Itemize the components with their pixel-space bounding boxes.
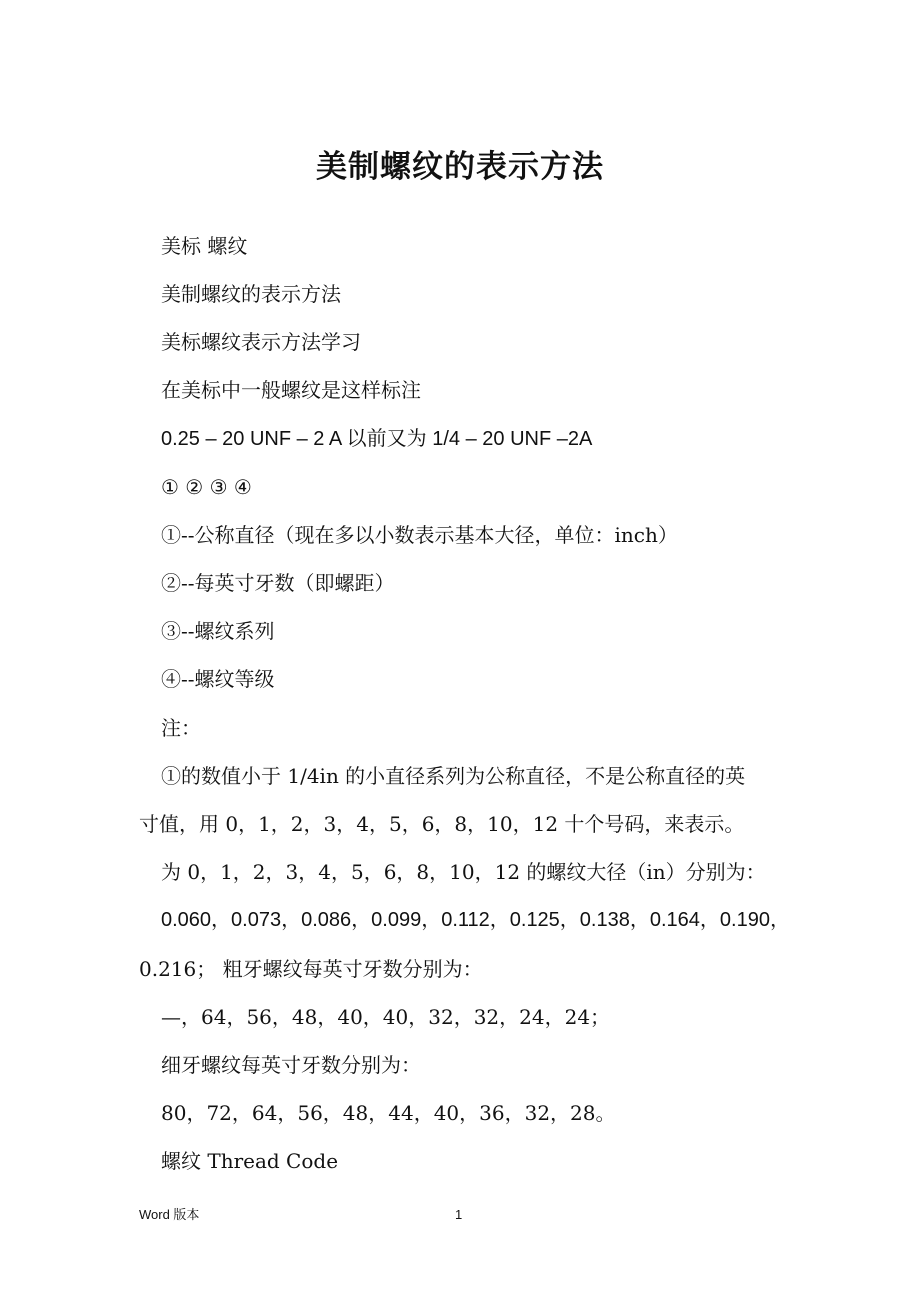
- footer-label: Word 版本: [139, 1207, 200, 1222]
- text-line: ①的数值小于 1/4in 的小直径系列为公称直径，不是公称直径的英: [161, 764, 746, 788]
- text-line: 0.216； 粗牙螺纹每英寸牙数分别为：: [139, 957, 483, 981]
- text-line: 美标 螺纹: [161, 234, 248, 258]
- circled-numbers-line: ① ② ③ ④: [161, 475, 252, 499]
- text-line: ①--公称直径（现在多以小数表示基本大径，单位：inch）: [161, 523, 678, 547]
- document-title: 美制螺纹的表示方法: [316, 149, 604, 185]
- text-line: 在美标中一般螺纹是这样标注: [161, 378, 421, 402]
- text-line: 80，72，64，56，48，44，40，36，32，28。: [161, 1101, 616, 1125]
- text-line: 细牙螺纹每英寸牙数分别为：: [161, 1053, 421, 1077]
- text-line: 美制螺纹的表示方法: [161, 282, 341, 306]
- text-line: ②--每英寸牙数（即螺距）: [161, 571, 395, 595]
- text-line: 寸值，用 0，1，2，3，4，5，6，8，10，12 十个号码，来表示。: [139, 812, 745, 836]
- text-line: 0.060，0.073，0.086，0.099，0.112，0.125，0.138，0.164，0.190，: [161, 909, 790, 931]
- page-number: 1: [455, 1207, 463, 1222]
- text-line: ④--螺纹等级: [161, 667, 275, 691]
- text-line: 为 0，1，2，3，4，5，6，8，10，12 的螺纹大径（in）分别为：: [161, 860, 766, 884]
- text-line: 美标螺纹表示方法学习: [161, 330, 361, 354]
- text-line: —，64，56，48，40，40，32，32，24，24；: [161, 1005, 611, 1029]
- text-line: 注：: [161, 716, 201, 740]
- text-line: 螺纹 Thread Code: [161, 1149, 339, 1173]
- text-line: 0.25 – 20 UNF – 2 A 以前又为 1/4 – 20 UNF –2A: [161, 428, 593, 450]
- text-line: ③--螺纹系列: [161, 619, 275, 643]
